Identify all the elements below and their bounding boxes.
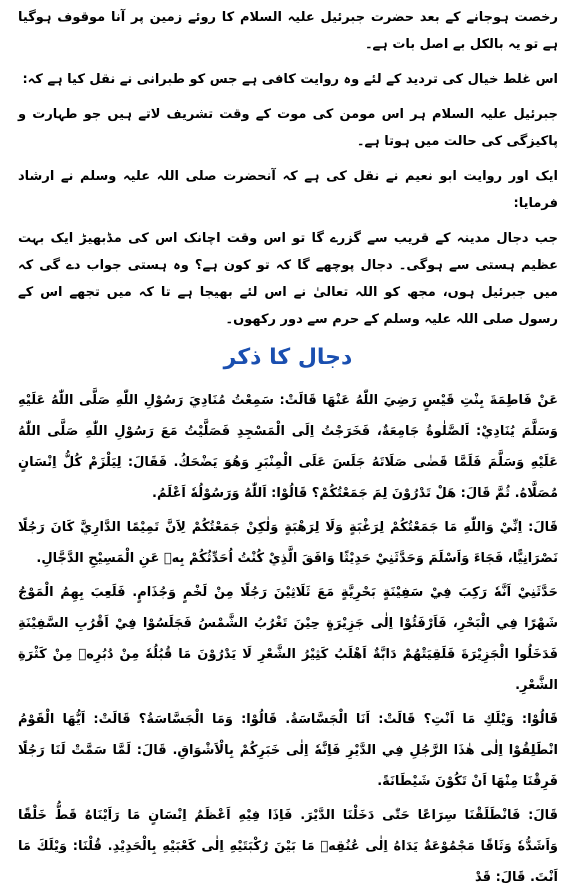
urdu-paragraph-2: اس غلط خیال کی تردید کے لئے وہ روایت کافی ہے جس کو طبرانی نے نقل کیا ہے کہ: [22, 72, 558, 87]
arabic-paragraph-3: حَدَّثَنِيْ اَنَّهٗ رَكِبَ فِيْ سَفِيْنَةٍ بَحْرِيَّةٍ مَعَ ثَلَاثِيْنَ رَجُلًا مِنْ لَخْمٍ وَجُذَامٍ. فَلَعِبَ بِهِمُ الْمَوْجُ شَهْرًا فِي الْبَحْرِ، فَاَرْفَئُوْا اِلٰى جَزِيْرَةٍ حِيْنَ تَغْرُبُ الشَّمْسُ فَجَلَسُوْا فِيْ اَقْرُبِ السَّفِيْنَةِ فَدَخَلُوا الْجَزِيْرَةَ فَلَقِيَتْهُمْ دَابَّةٌ اَهْلَبُ كَثِيْرُ الشَّعْرِ لَا يَدْرُوْنَ مَا قُبُلُهٗ مِنْ دُبُرِهٖ مِنْ كَثْرَةِ الشَّعْرِ. [18, 585, 558, 693]
arabic-paragraph-5: قَالَ: فَانْطَلَقْنَا سِرَاعًا حَتّٰى دَخَلْنَا الدَّيْرَ. فَاِذَا فِيْهِ اَعْظَمُ اِنْسَانٍ مَا رَاَيْنَاهُ قَطُّ خَلْقًا وَاَشَدُّهٗ وَثَاقًا مَجْمُوْعَةٌ يَدَاهُ اِلٰى عُنُقِهٖ مَا بَيْنَ رُكْبَتَيْهِ اِلٰى كَعْبَيْهِ بِالْحَدِيْدِ. قُلْنَا: وَيْلَكَ مَا اَنْتَ. قَالَ: قَدْ [18, 808, 558, 885]
urdu-paragraph-1: رخصت ہوجانے کے بعد حضرت جبرئیل علیہ السلام کا روئے زمین پر آنا موقوف ہوگیا ہے تو یہ بالکل بے اصل بات ہے۔ [18, 10, 558, 52]
urdu-paragraph-5: جب دجال مدینہ کے قریب سے گزرے گا تو اس وقت اچانک اس کی مڈبھیڑ ایک بہت عظیم ہستی سے ہوگی۔ دجال پوچھے گا کہ تو کون ہے؟ وہ ہستی جواب دے گی کہ میں جبرئیل ہوں، مجھ کو اللہ تعالیٰ نے اس لئے بھیجا ہے تا کہ میں تجھے اس کے رسول صلی اللہ علیہ وسلم کے حرم سے دور رکھوں۔ [18, 231, 558, 327]
urdu-paragraph-4: ایک اور روایت ابو نعیم نے نقل کی ہے کہ آنحضرت صلی اللہ علیہ وسلم نے ارشاد فرمایا: [18, 169, 558, 211]
arabic-paragraph-1: عَنْ فَاطِمَةَ بِنْتِ قَيْسٍ رَضِيَ اللّٰهُ عَنْهَا قَالَتْ: سَمِعْتُ مُنَادِيَ رَسُوْلِ اللّٰهِ صَلَّى اللّٰهُ عَلَيْهِ وَسَلَّمَ يُنَادِيْ: اَلصَّلٰوةُ جَامِعَةٌ، فَخَرَجْتُ اِلَى الْمَسْجِدِ فَصَلَّيْتُ مَعَ رَسُوْلِ اللّٰهِ صَلَّى اللّٰهُ عَلَيْهِ وَسَلَّمَ فَلَمَّا قَضٰى صَلَاتَهُ جَلَسَ عَلَى الْمِنْبَرِ وَهُوَ يَضْحَكُ. فَقَالَ: لِيَلْزَمْ كُلُّ اِنْسَانٍ مُصَلَّاهُ. ثُمَّ قَالَ: هَلْ تَدْرُوْنَ لِمَ جَمَعْتُكُمْ؟ قَالُوْا: اَللّٰهُ وَرَسُوْلُهٗ اَعْلَمُ. [18, 393, 558, 501]
section-heading: دجال کا ذکر [223, 345, 353, 370]
arabic-paragraph-4: قَالُوْا: وَيْلَكِ مَا اَنْتِ؟ قَالَتْ: اَنَا الْجَسَّاسَةُ. قَالُوْا: وَمَا الْجَسَّاسَةُ؟ قَالَتْ: اَيُّهَا الْقَوْمُ انْطَلِقُوْا اِلٰى هٰذَا الرَّجُلِ فِي الدَّيْرِ فَاِنَّهٗ اِلٰى خَبَرِكُمْ بِالْاَشْوَاقِ. قَالَ: لَمَّا سَمَّتْ لَنَا رَجُلًا فَرِقْنَا مِنْهَا اَنْ تَكُوْنَ شَيْطَانَةً. [18, 712, 558, 789]
urdu-paragraph-3: جبرئیل علیہ السلام ہر اس مومن کی موت کے وقت تشریف لاتے ہیں جو طہارت و پاکیزگی کی حالت میں ہوتا ہے۔ [18, 107, 558, 149]
arabic-paragraph-2: قَالَ: اِنِّيْ وَاللّٰهِ مَا جَمَعْتُكُمْ لِرَغْبَةٍ وَلَا لِرَهْبَةٍ وَلٰكِنْ جَمَعْتُكُمْ لِاَنَّ تَمِيْمًا الدَّارِيَّ كَانَ رَجُلًا نَصْرَانِيًّا، فَجَاءَ وَاَسْلَمَ وَحَدَّثَنِيْ حَدِيْثًا وَافَقَ الَّذِيْ كُنْتُ اُحَدِّثُكُمْ بِهٖ عَنِ الْمَسِيْحِ الدَّجَّالِ. [18, 520, 558, 566]
